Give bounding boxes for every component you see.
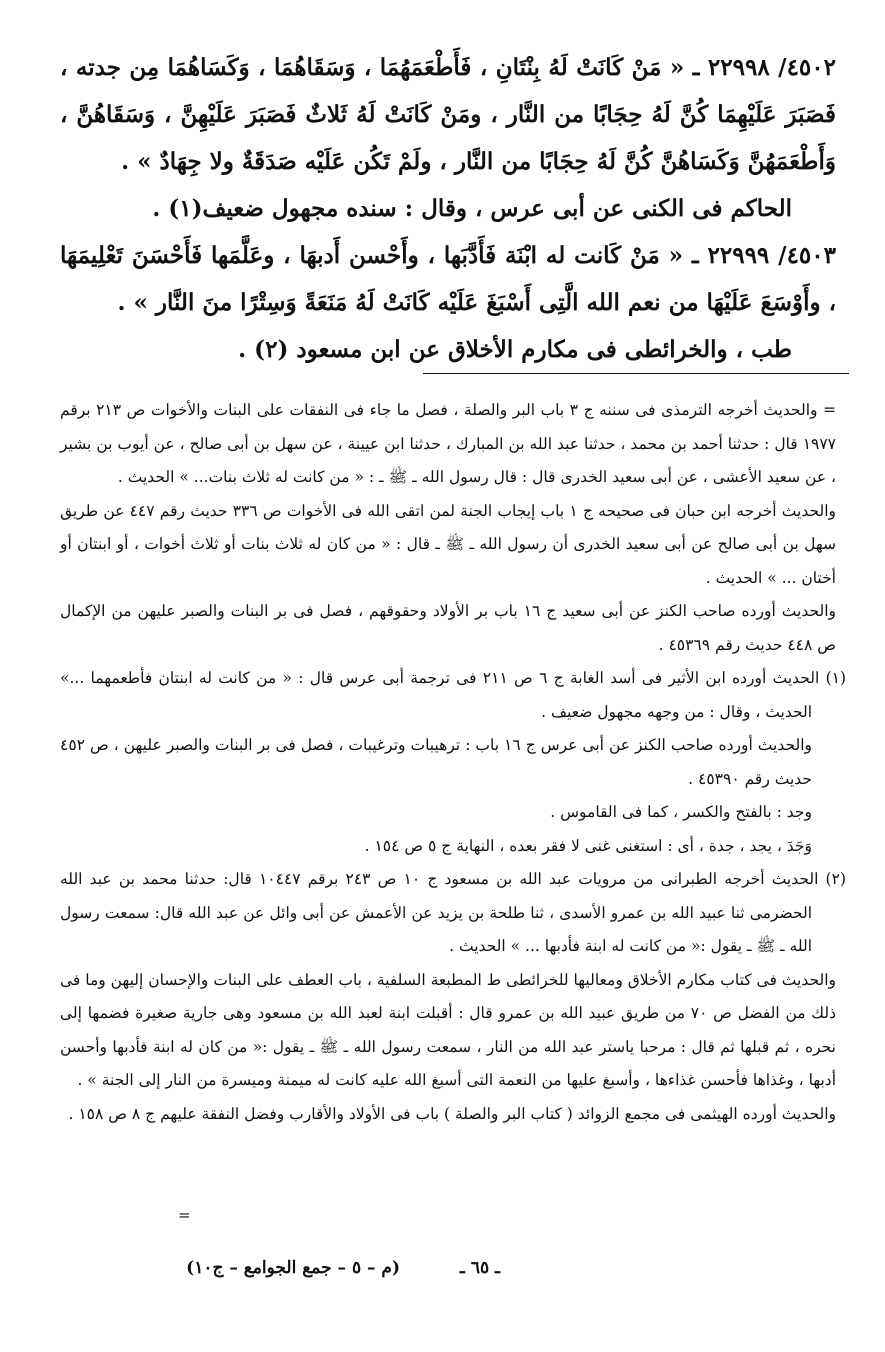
hadith-4502: ٤٥٠٢/ ٢٢٩٩٨ ـ « مَنْ كَانَتْ لَهُ بِنْتَانِ ، فَأَطْعَمَهُمَا ، وَسَقَاهُمَا ، وَكَسَاهُمَا مِن جدته ، فَصَبَرَ عَلَيْهِمَا كُنَّ لَهُ حِجَابًا من النَّار ، ومَنْ كَانَتْ لَهُ ثَلاثٌ فَصَبَرَ عَلَيْهِنَّ ، وَسَقَاهُنَّ ، وَأَطْعَمَهُنَّ وَكَسَاهُنَّ كُنَّ لَهُ حِجَابًا من النَّار ، ولَمْ تَكُن عَلَيْه صَدَقَةٌ ولا جِهَادٌ » . bbox=[60, 54, 836, 175]
hadith-4502-source: الحاكم فى الكنى عن أبى عرس ، وقال : سنده مجهول ضعيف(١) . bbox=[152, 195, 792, 222]
footnote-1-kanz: والحديث أورده صاحب الكنز عن أبى عرس ج ١٦ باب : ترهيبات وترغيبات ، فصل فى بر البنات والصبر عليهن ، ص ٤٥٢ حديث رقم ٤٥٣٩٠ . bbox=[60, 736, 812, 788]
footnote-1-wajd: وجد : بالفتح والكسر ، كما فى القاموس . bbox=[550, 803, 812, 821]
page-number: ـ ٦٥ ـ bbox=[459, 1258, 500, 1278]
footnote-2: (٢) الحديث أخرجه الطبرانى من مرويات عبد الله بن مسعود ج ١٠ ص ٢٤٣ برقم ١٠٤٤٧ قال: حدثنا محمد بن عبد الله الحضرمى ثنا عبيد الله بن عمرو الأسدى ، ثنا طلحة بن يزيد عن الأعمش عن أبى وائل عن عبد الله قال: سمعت رسول الله ـ ﷺ ـ يقول :« من كانت له ابنة فأدبها ... » الحديث . bbox=[60, 870, 846, 955]
footnote-divider bbox=[423, 373, 849, 374]
footnotes bbox=[60, 394, 846, 1131]
continuation-mark: = bbox=[178, 1206, 191, 1224]
volume-reference: (م – ٥ – جمع الجوامع – ج١٠) bbox=[186, 1258, 400, 1278]
footnote-1: (١) الحديث أورده ابن الأثير فى أسد الغابة ج ٦ ص ٢١١ فى ترجمة أبى عرس قال : « من كانت له ابنتان فأطعمهما ...» الحديث ، وقال : من وجهه مجهول ضعيف . bbox=[60, 669, 847, 721]
footnote-1-nihaya: وَجَدَ ، يجد ، جدة ، أى : استغنى غنى لا فقر بعده ، النهاية ج ٥ ص ١٥٤ . bbox=[364, 836, 812, 855]
footnote-2-kharaiti: والحديث فى كتاب مكارم الأخلاق ومعاليها للخرائطى ط المطبعة السلفية ، باب العطف على البنات والإحسان إليهن وما فى ذلك من الفضل ص ٧٠ من طريق عبيد الله بن عمرو قال : أقبلت ابنة لعبد الله بن مسعود وهى جارية صغيرة فضمها إلى نحره ، ثم قبلها ثم قال : مرحبا ياستر عبد الله من النار ، سمعت رسول الله ـ ﷺ ـ يقول :« من كان له ابنة فأدبها وأحسن أدبها ، وغذاها فأحسن غذاءها ، وأسبغ عليها من النعمة التى أسبغ الله عليه كانت له ميمنة وميسرة من النار إلى الجنة » . bbox=[59, 970, 836, 1089]
main-text bbox=[60, 44, 836, 373]
hadith-4503-source: طب ، والخرائطى فى مكارم الأخلاق عن ابن مسعود (٢) . bbox=[238, 336, 792, 363]
footnote-continued: = والحديث أخرجه الترمذى فى سننه ج ٣ باب البر والصلة ، فصل ما جاء فى النفقات على البنات والأخوات ص ٢١٣ برقم ١٩٧٧ قال : حدثنا أحمد بن محمد ، حدثنا عبد الله بن المبارك ، حدثنا ابن عيينة ، عن سهل بن أبى صالح ، عن أيوب بن بشير ، عن سعيد الأعشى ، عن أبى سعيد الخدرى قال : قال رسول الله ـ ﷺ ـ : « من كانت له ثلاث بنات... » الحديث . bbox=[60, 401, 836, 486]
page-footer bbox=[70, 1258, 830, 1294]
footnote-kanz-1: والحديث أورده صاحب الكنز عن أبى سعيد ج ١٦ باب بر الأولاد وحقوقهم ، فصل فى بر البنات والصبر عليهن من الإكمال ص ٤٤٨ حديث رقم ٤٥٣٦٩ . bbox=[60, 602, 836, 654]
footnote-2-haythami: والحديث أورده الهيثمى فى مجمع الزوائد ( كتاب البر والصلة ) باب فى الأولاد والأقارب وفضل النفقة عليهم ج ٨ ص ١٥٨ . bbox=[68, 1104, 836, 1123]
footnote-ibn-hibban: والحديث أخرجه ابن حبان فى صحيحه ج ١ باب إيجاب الجنة لمن اتقى الله فى الأخوات ص ٣٣٦ حديث رقم ٤٤٧ عن طريق سهل بن أبى صالح عن أبى سعيد الخدرى أن رسول الله ـ ﷺ ـ قال : « من كان له ثلاث بنات أو ثلاث أخوات ، أو ابنتان أو أختان ... » الحديث . bbox=[60, 501, 837, 587]
hadith-4503: ٤٥٠٣/ ٢٢٩٩٩ ـ « مَنْ كَانت له ابْنَة فَأَدَّبَها ، وأَحْسن أَدبهَا ، وعَلَّمَها فَأَحْسَنَ تَعْلِيمَهَا ، وأَوْسَعَ عَلَيْهَا من نعم الله الَّتِى أَسْبَغَ عَلَيْه كَانَتْ لَهُ مَنَعَةً وَسِتْرًا منَ النَّار » . bbox=[60, 242, 836, 316]
